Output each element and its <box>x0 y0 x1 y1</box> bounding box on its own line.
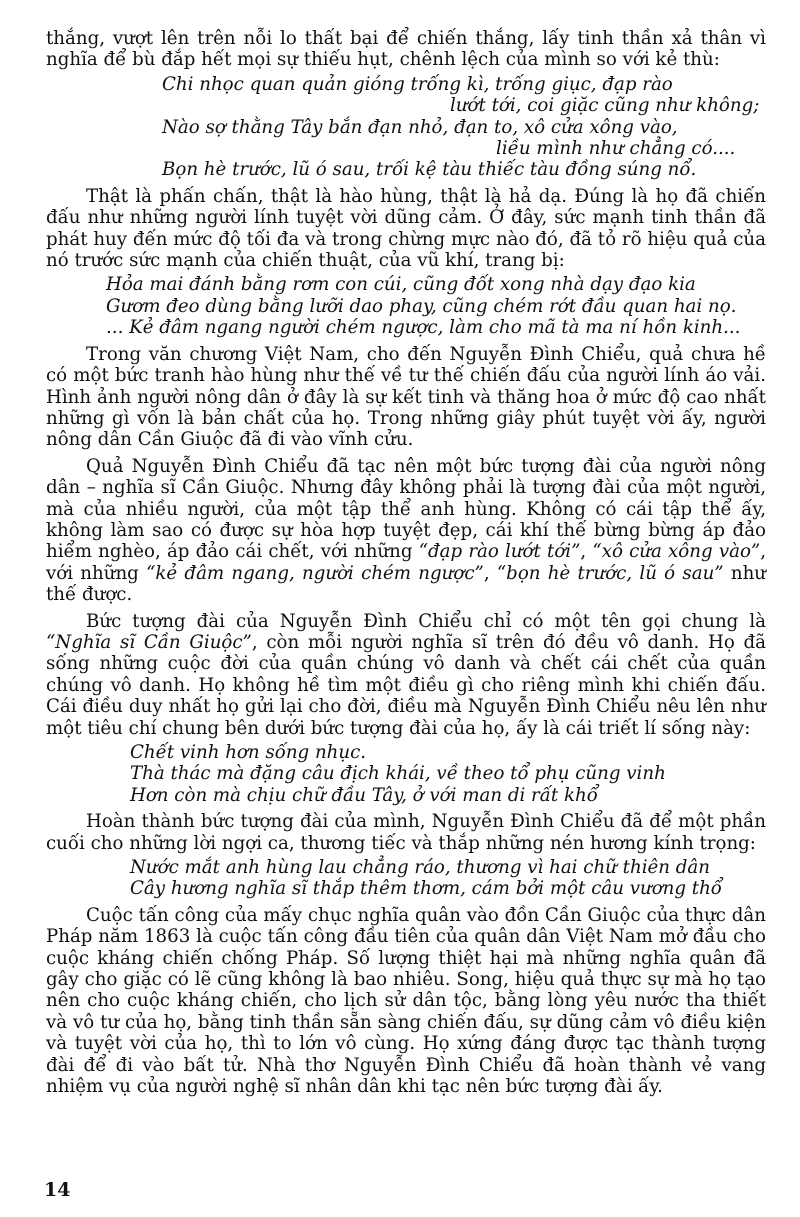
quote-run: “Nghĩa sĩ Cần Giuộc” <box>46 631 252 653</box>
paragraph-6: Cuộc tấn công của mấy chục nghĩa quân vào đồn Cần Giuộc của thực dân Pháp năm 1863 là cuộc tấn công đầu tiên của quân dân Việt Nam mở đầu cho cuộc kháng chiến chống Pháp. Số lượng thiệt hại mà những nghĩa quân đã gây cho giặc có lẽ cũng không là bao nhiêu. Song, hiệu quả thực sự mà họ tạo nên cho cuộc kháng chiến, cho lịch sử dân tộc, bằng lòng yêu nước tha thiết và vô tư của họ, bằng tinh thần sẵn sàng chiến đấu, sự dũng cảm vô điều kiện và tuyệt vời của họ, thì to lớn vô cùng. Họ xứng đáng được tạc thành tượng đài để đi vào bất tử. Nhà thơ Nguyễn Đình Chiểu đã hoàn thành vẻ vang nhiệm vụ của người nghệ sĩ nhân dân khi tạc nên bức tượng đài ấy. <box>46 904 766 1098</box>
text-run: , <box>483 562 497 584</box>
quote-run: “đạp rào lướt tới” <box>418 541 581 563</box>
text-run: Bức tượng đài của Nguyễn Đình Chiểu chỉ có một tên gọi chung là <box>86 610 766 632</box>
verse-line: Bọn hè trước, lũ ó sau, trối kệ tàu thiếc tàu đồng súng nổ. <box>162 159 697 181</box>
verse-line: Chi nhọc quan quản gióng trống kì, trống giục, đạp rào <box>162 73 673 95</box>
verse-line: liều mình như chẳng có.... <box>496 138 736 160</box>
verse-block-3 <box>46 742 766 806</box>
verse-line: Hỏa mai đánh bằng rơm con cúi, cũng đốt xong nhà dạy đạo kia <box>106 274 696 296</box>
verse-block-2 <box>46 274 766 338</box>
text-run: , còn mỗi người nghĩa sĩ trên đó đều vô danh. Họ đã sống những cuộc đời của quần chúng vô danh và chết cái chết của quần chúng vô danh. Họ không hề tìm một điều gì cho riêng mình khi chiến đấu. Cái điều duy nhất họ gửi lại cho đời, điều mà Nguyễn Đình Chiểu nêu lên như một tiêu chí chung bên dưới bức tượng đài của họ, ấy là cái triết lí sống này: <box>46 631 766 739</box>
paragraph-1: Thật là phấn chấn, thật là hào hùng, thật là hả dạ. Đúng là họ đã chiến đấu như những người lính tuyệt vời dũng cảm. Ở đây, sức mạnh tinh thần đã phát huy đến mức độ tối đa và trong chừng mực nào đó, đã tỏ rõ hiệu quả của nó trước sức mạnh của chiến thuật, của vũ khí, trang bị: <box>46 185 766 272</box>
verse-block-4 <box>46 857 766 900</box>
text-run: như thế được. <box>46 562 766 606</box>
text-run: , với những <box>46 541 766 584</box>
paragraph-4 <box>46 611 766 739</box>
verse-line: Thà thác mà đặng câu địch khái, về theo tổ phụ cũng vinh <box>130 763 666 785</box>
verse-line: Gươm đeo dùng bằng lưỡi dao phay, cũng chém rớt đầu quan hai nọ. <box>106 295 737 317</box>
verse-line: Hơn còn mà chịu chữ đầu Tây, ở với man di rất khổ <box>130 784 598 806</box>
paragraph-2: Trong văn chương Việt Nam, cho đến Nguyễn Đình Chiểu, quả chưa hề có một bức tranh hào hùng như thế về tư thế chiến đấu của người lính áo vải. Hình ảnh người nông dân ở đây là sự kết tinh và thăng hoa ở mức độ cao nhất những gì vốn là bản chất của họ. Trong những giây phút tuyệt vời ấy, người nông dân Cần Giuộc đã đi vào vĩnh cửu. <box>46 343 766 451</box>
verse-line: Cây hương nghĩa sĩ thắp thêm thơm, cám bởi một câu vương thổ <box>130 878 722 900</box>
quote-run: “kẻ đâm ngang, người chém ngược” <box>146 562 484 584</box>
paragraph-5: Hoàn thành bức tượng đài của mình, Nguyễn Đình Chiểu đã để một phần cuối cho những lời ngợi ca, thương tiếc và thắp những nén hương kính trọng: <box>46 811 766 854</box>
verse-line: ... Kẻ đâm ngang người chém ngược, làm cho mã tà ma ní hồn kinh... <box>106 317 741 339</box>
paragraph-3 <box>46 456 766 606</box>
paragraph-intro: thắng, vượt lên trên nỗi lo thất bại để chiến thắng, lấy tinh thần xả thân vì nghĩa để bù đắp hết mọi sự thiếu hụt, chênh lệch của mình so với kẻ thù: <box>46 28 766 71</box>
quote-run: “xô cửa xông vào” <box>592 541 761 563</box>
verse-block-1 <box>46 74 766 181</box>
quote-run: “bọn hè trước, lũ ó sau” <box>496 562 724 584</box>
page-number: 14 <box>44 1179 71 1201</box>
verse-line: Chết vinh hơn sống nhục. <box>130 742 367 763</box>
verse-line: lướt tới, coi giặc cũng như không; <box>450 95 760 117</box>
text-run: , <box>580 541 593 563</box>
verse-line: Nào sợ thằng Tây bắn đạn nhỏ, đạn to, xô cửa xông vào, <box>162 116 678 138</box>
text-run: Quả Nguyễn Đình Chiểu đã tạc nên một bức tượng đài của người nông dân – nghĩa sĩ Cần Giuộc. Nhưng đây không phải là tượng đài của một người, mà của nhiều người, của một tập thể anh hùng. Không có cái tập thể ấy, không làm sao có được sự hòa hợp tuyệt đẹp, cái khí thế bừng bừng áp đảo hiểm nghèo, áp đảo cái chết, với những <box>46 455 766 563</box>
verse-line: Nước mắt anh hùng lau chẳng ráo, thương vì hai chữ thiên dân <box>130 857 710 879</box>
